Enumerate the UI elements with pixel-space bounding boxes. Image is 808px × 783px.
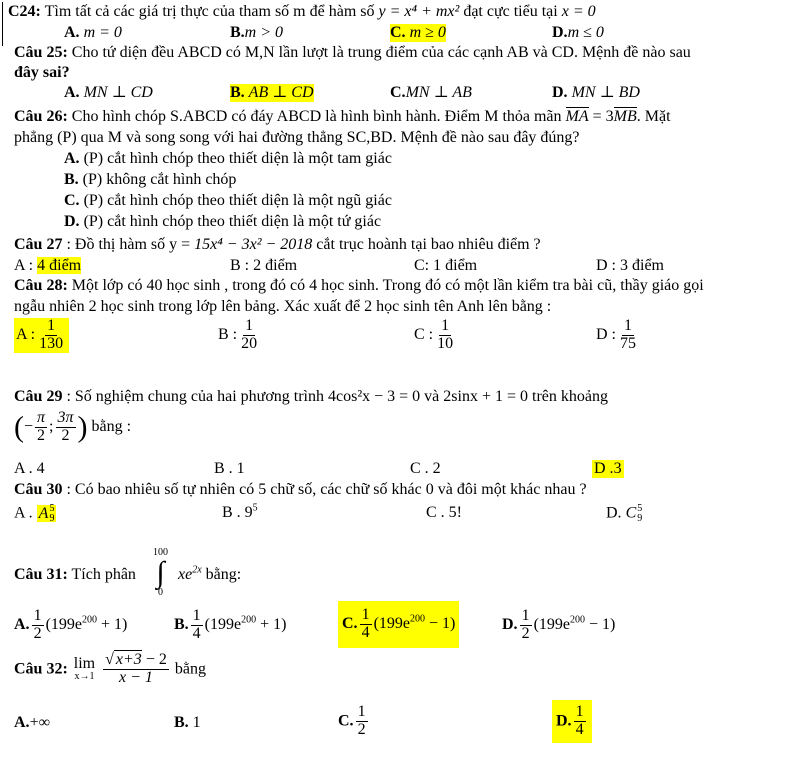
q25-option-c[interactable]: C.MN ⊥ AB xyxy=(390,84,472,101)
q24-stem: C24: Tìm tất cả các giá trị thực của tham số m để hàm số y = x⁴ + mx² đạt cực tiểu tại x = 0 xyxy=(8,3,596,20)
q30-option-c[interactable]: C . 5! xyxy=(426,504,462,521)
q29-option-d[interactable]: D .3 xyxy=(594,460,622,477)
q24-option-d[interactable]: D.m ≤ 0 xyxy=(552,24,604,41)
q29-interval: (− $\frac{\pi}{2}$ ; $\frac{3\pi}{2}$ ) bằng : xyxy=(14,409,132,444)
q27-option-c[interactable]: C: 1 điểm xyxy=(414,257,478,274)
q26-stem: Câu 26: Cho hình chóp S.ABCD có đáy ABCD là hình bình hành. Điểm M thỏa mãn MA = 3MB. Mặt xyxy=(14,108,671,125)
q27-stem: Câu 27 : Đồ thị hàm số y = 15x⁴ − 3x² − 2018 cắt trục hoành tại bao nhiêu điểm ? xyxy=(14,236,541,253)
q26-option-b[interactable]: B. (P) không cắt hình chóp xyxy=(64,171,237,188)
integral-sign: 100 ∫ 0 xyxy=(153,547,168,598)
q30-answer-highlight: A 5 9 xyxy=(38,503,55,524)
q26-option-c[interactable]: C. (P) cắt hình chóp theo thiết diện là một ngũ giác xyxy=(64,192,392,209)
q27-option-d[interactable]: D : 3 điểm xyxy=(596,257,664,274)
q31-option-c[interactable]: C. $\frac{1}{4}$ $(199e^{200} - 1)$ xyxy=(338,601,459,648)
q27-option-a[interactable]: A : 4 điểm xyxy=(14,257,82,274)
q26-stem-line2: phẳng (P) qua M và song song với hai đường thẳng SC,BD. Mệnh đề nào sau đây đúng? xyxy=(14,129,580,146)
q28-option-c[interactable]: C : $\frac{1}{10}$ xyxy=(414,317,454,352)
q29-stem: Câu 29 : Số nghiệm chung của hai phương trình 4cos²x − 3 = 0 và 2sinx + 1 = 0 trên khoảng xyxy=(14,388,608,405)
q25-option-a[interactable]: A. MN ⊥ CD xyxy=(64,84,153,101)
q31-option-b[interactable]: B. $\frac{1}{4}$ $(199e^{200} + 1)$ xyxy=(174,607,287,642)
q24-option-c[interactable]: C. m ≥ 0 xyxy=(390,24,446,41)
integral-lower-bound: 0 xyxy=(158,587,163,598)
q28-option-a[interactable]: A : $\frac{1}{130}$ xyxy=(14,318,69,353)
q32-option-a[interactable]: A.+∞ xyxy=(14,714,50,731)
q32-option-b[interactable]: B. 1 xyxy=(174,714,201,731)
q28-option-b[interactable]: B : $\frac{1}{20}$ xyxy=(218,317,258,352)
q31-option-d[interactable]: D. $\frac{1}{2}$ $(199e^{200} - 1)$ xyxy=(502,607,616,642)
q32-option-c[interactable]: C. $\frac{1}{2}$ xyxy=(338,703,366,738)
q24-function: y = x⁴ + mx² xyxy=(378,3,460,20)
q29-option-b[interactable]: B . 1 xyxy=(214,460,245,477)
q29-equation-2: 2sinx + 1 = 0 xyxy=(443,388,528,405)
q31-integrand: $xe^{2x}$ bằng: xyxy=(178,564,242,583)
q24-option-a[interactable]: A. m = 0 xyxy=(64,24,122,41)
q26-option-a[interactable]: A. (P) cắt hình chóp theo thiết diện là một tam giác xyxy=(64,150,392,167)
q28-option-d[interactable]: D : $\frac{1}{75}$ xyxy=(596,317,636,352)
q24-label: C24: xyxy=(8,3,41,20)
q25-option-d[interactable]: D. MN ⊥ BD xyxy=(552,84,640,101)
vector-ma: MA xyxy=(565,108,589,125)
q25-stem-line2: đây sai? xyxy=(14,64,70,81)
q26-option-d[interactable]: D. (P) cắt hình chóp theo thiết diện là một tứ giác xyxy=(64,213,382,230)
q30-option-d[interactable]: D. C 5 9 xyxy=(606,503,643,524)
q29-equation-1: 4cos²x − 3 = 0 xyxy=(328,388,421,405)
q32-stem: Câu 32: lim x→1 $\frac{√ x+3 - 2}{x - 1}$ bằng xyxy=(14,651,206,686)
q25-option-b[interactable]: B. AB ⊥ CD xyxy=(230,84,314,101)
q31-option-a[interactable]: A. $\frac{1}{2}$ $(199e^{200} + 1)$ xyxy=(14,607,128,642)
q27-function: 15x⁴ − 3x² − 2018 xyxy=(194,236,313,253)
q27-answer-highlight: 4 điểm xyxy=(37,257,82,274)
q28-stem-line2: ngẫu nhiên 2 học sinh trong lớp lên bảng. Xác xuất để 2 học sinh tên Anh lên bằng : xyxy=(14,298,552,315)
q30-option-a[interactable]: A . A 5 9 xyxy=(14,503,55,524)
q29-option-a[interactable]: A . 4 xyxy=(14,460,45,477)
q25-stem: Câu 25: Cho tứ diện đều ABCD có M,N lần lượt là trung điểm của các cạnh AB và CD. Mệnh đề nào sau xyxy=(14,44,691,61)
q31-stem: Câu 31: Tích phân xyxy=(14,566,136,583)
q29-option-c[interactable]: C . 2 xyxy=(410,460,441,477)
q32-option-d[interactable]: D. $\frac{1}{4}$ xyxy=(552,700,592,743)
q28-stem: Câu 28: Một lớp có 40 học sinh , trong đó có 4 học sinh. Trong đó có một lần kiểm tra bài cũ, thầy giáo gọi xyxy=(14,277,704,294)
q30-stem: Câu 30 : Có bao nhiêu số tự nhiên có 5 chữ số, các chữ số khác 0 và đôi một khác nhau ? xyxy=(14,481,587,498)
left-margin-line xyxy=(2,2,3,46)
q24-option-b[interactable]: B.m > 0 xyxy=(230,24,284,41)
integral-upper-bound: 100 xyxy=(153,547,168,558)
q30-option-b[interactable]: B . $9^5$ xyxy=(222,502,258,521)
vector-mb: MB xyxy=(613,108,637,125)
q27-option-b[interactable]: B : 2 điểm xyxy=(230,257,298,274)
